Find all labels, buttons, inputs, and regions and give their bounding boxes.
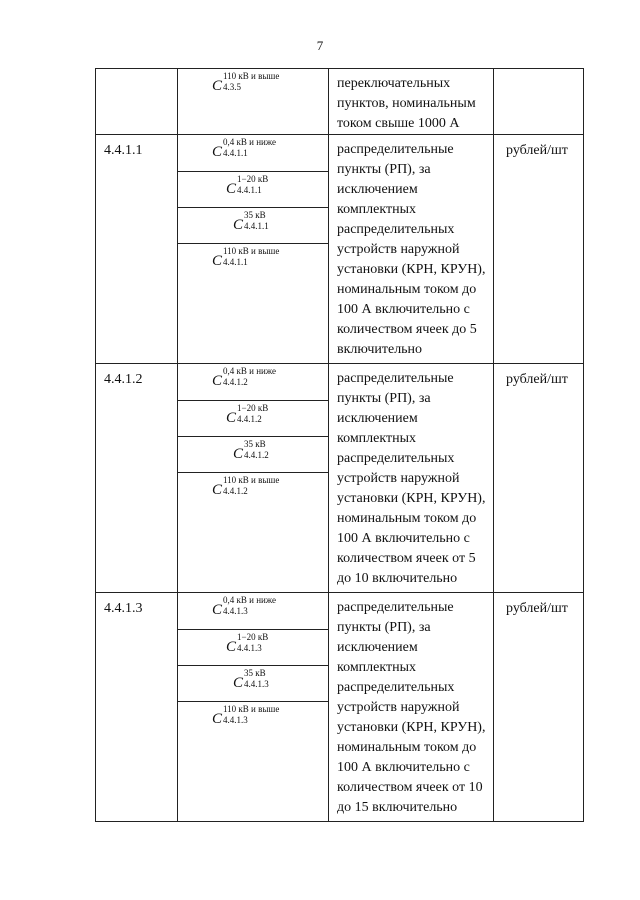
symbol-superscript: 110 кВ и выше (223, 71, 280, 81)
row-unit (494, 69, 584, 135)
symbol-base: C (212, 78, 223, 94)
symbol-base: C (212, 253, 223, 269)
symbol-subscript: 4.4.1.3 (244, 679, 269, 689)
row-code: 4.4.1.2 (96, 364, 178, 593)
symbol-base: C (233, 217, 244, 233)
symbol-superscript: 1−20 кВ (237, 403, 269, 413)
symbol-superscript: 1−20 кВ (237, 174, 269, 184)
row-description: переключательных пунктов, номинальным током свыше 1000 А (329, 69, 494, 135)
symbol-subscript: 4.3.5 (223, 82, 242, 92)
symbol-base: C (212, 602, 223, 618)
symbol-superscript: 110 кВ и выше (223, 704, 280, 714)
symbol-subscript: 4.4.1.3 (223, 715, 248, 725)
tariff-symbol (178, 472, 328, 498)
row-description: распределительные пункты (РП), за исключением комплектных распределительных устройств наружной установки (КРН, КРУН), номинальным током до 100 А включительно с количеством ячеек от 5 до 10 включительно (329, 364, 494, 593)
symbol-superscript: 110 кВ и выше (223, 246, 280, 256)
tariff-symbol (178, 436, 328, 472)
symbol-base: C (226, 639, 237, 655)
symbol-subscript: 4.4.1.3 (223, 606, 248, 616)
table-row (96, 593, 584, 822)
row-unit: рублей/шт (494, 135, 584, 364)
tariff-symbol (178, 400, 328, 436)
symbol-base: C (233, 446, 244, 462)
symbol-superscript: 35 кВ (244, 668, 266, 678)
symbol-base: C (212, 482, 223, 498)
symbol-superscript: 0,4 кВ и ниже (223, 595, 276, 605)
tariff-symbol (178, 593, 328, 629)
symbol-superscript: 1−20 кВ (237, 632, 269, 642)
page-number: 7 (316, 38, 324, 53)
symbol-subscript: 4.4.1.2 (223, 486, 248, 496)
symbol-superscript: 0,4 кВ и ниже (223, 137, 276, 147)
symbol-subscript: 4.4.1.1 (237, 185, 262, 195)
tariff-symbol (178, 69, 328, 94)
symbol-base: C (212, 373, 223, 389)
table-row (96, 69, 584, 135)
symbol-base: C (212, 144, 223, 160)
tariff-table (95, 68, 584, 822)
row-code: 4.4.1.1 (96, 135, 178, 364)
symbol-cell (178, 364, 329, 593)
symbol-base: C (212, 711, 223, 727)
symbol-cell (178, 135, 329, 364)
symbol-superscript: 0,4 кВ и ниже (223, 366, 276, 376)
tariff-symbol (178, 701, 328, 727)
symbol-subscript: 4.4.1.3 (237, 643, 262, 653)
tariff-symbol (178, 243, 328, 269)
symbol-superscript: 35 кВ (244, 210, 266, 220)
symbol-cell (178, 69, 329, 135)
tariff-symbol (178, 629, 328, 665)
symbol-subscript: 4.4.1.1 (244, 221, 269, 231)
row-code: 4.4.1.3 (96, 593, 178, 822)
table-row (96, 135, 584, 364)
tariff-symbol (178, 135, 328, 171)
symbol-subscript: 4.4.1.1 (223, 148, 248, 158)
row-unit: рублей/шт (494, 593, 584, 822)
tariff-symbol (178, 207, 328, 243)
tariff-symbol (178, 171, 328, 207)
tariff-symbol (178, 665, 328, 701)
row-unit: рублей/шт (494, 364, 584, 593)
symbol-cell (178, 593, 329, 822)
table-row (96, 364, 584, 593)
row-code (96, 69, 178, 135)
symbol-base: C (233, 675, 244, 691)
symbol-base: C (226, 181, 237, 197)
symbol-subscript: 4.4.1.1 (223, 257, 248, 267)
row-description: распределительные пункты (РП), за исключением комплектных распределительных устройств наружной установки (КРН, КРУН), номинальным током до 100 А включительно с количеством ячеек от 10 до 15 включительно (329, 593, 494, 822)
tariff-symbol (178, 364, 328, 400)
symbol-subscript: 4.4.1.2 (244, 450, 269, 460)
symbol-base: C (226, 410, 237, 426)
symbol-subscript: 4.4.1.2 (237, 414, 262, 424)
row-description: распределительные пункты (РП), за исключением комплектных распределительных устройств наружной установки (КРН, КРУН), номинальным током до 100 А включительно с количеством ячеек до 5 включительно (329, 135, 494, 364)
symbol-superscript: 35 кВ (244, 439, 266, 449)
symbol-superscript: 110 кВ и выше (223, 475, 280, 485)
symbol-subscript: 4.4.1.2 (223, 377, 248, 387)
